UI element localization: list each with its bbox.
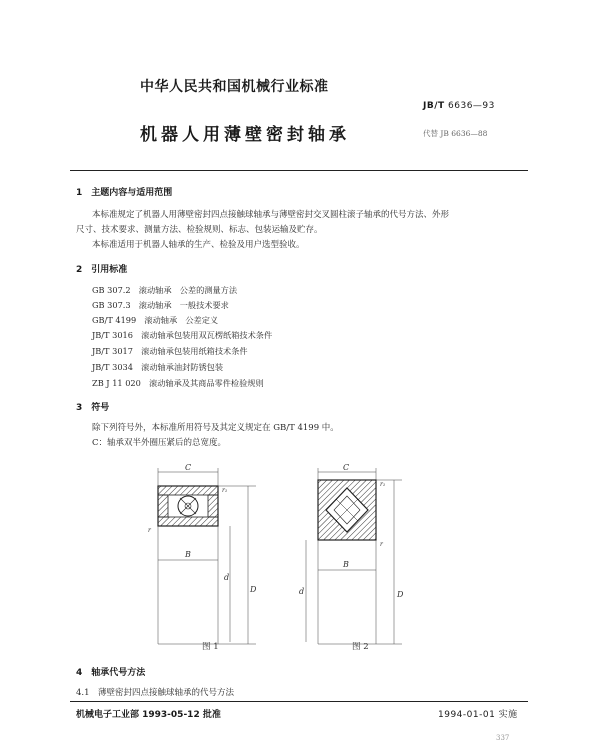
section-4-heading: 4 轴承代号方法 — [76, 668, 146, 678]
figure-2-label-r: r — [380, 541, 383, 548]
standard-number — [423, 101, 495, 111]
section-2-heading: 2 引用标准 — [76, 265, 128, 275]
section-3-para-1: 除下列符号外，本标准所用符号及其定义规定在 GB/T 4199 中。 — [92, 423, 339, 433]
header-divider — [70, 170, 528, 171]
reference-item: JB/T 3017 滚动轴承包装用纸箱技术条件 — [92, 346, 248, 356]
section-1-para-1-line-1: 本标准规定了机器人用薄壁密封四点接触球轴承与薄壁密封交叉圆柱滚子轴承的代号方法、外形 — [92, 210, 450, 220]
figure-2-drawing — [298, 452, 428, 652]
figure-1-label-r1: r₁ — [222, 487, 228, 494]
figure-1-label-r: r — [148, 527, 151, 534]
figure-1-drawing — [138, 452, 268, 652]
figure-1-caption: 图 1 — [202, 642, 219, 652]
approval-date: 机械电子工业部 1993-05-12 批准 — [76, 710, 221, 720]
figure-2-label-D: D — [397, 590, 404, 599]
section-1-heading: 1 主题内容与适用范围 — [76, 188, 173, 198]
section-3-heading: 3 符号 — [76, 403, 110, 413]
figure-2-label-C: C — [343, 463, 350, 472]
org-heading: 中华人民共和国机械行业标准 — [140, 79, 329, 95]
reference-item: JB/T 3016 滚动轴承包装用双瓦楞纸箱技术条件 — [92, 330, 273, 340]
effective-date: 1994-01-01 实施 — [438, 710, 518, 720]
standard-title: 机器人用薄壁密封轴承 — [140, 125, 350, 145]
figure-2-caption: 图 2 — [352, 642, 369, 652]
section-4-subheading: 4.1 薄壁密封四点接触球轴承的代号方法 — [76, 688, 235, 698]
page-number: 337 — [496, 734, 510, 742]
reference-item: GB/T 4199 滚动轴承 公差定义 — [92, 315, 219, 325]
figure-1-label-C: C — [185, 463, 192, 472]
reference-item: ZB J 11 020 滚动轴承及其商品零件检验规则 — [92, 378, 264, 388]
replaces-note: 代替 JB 6636—88 — [423, 129, 488, 138]
reference-item: GB 307.3 滚动轴承 一般技术要求 — [92, 300, 229, 310]
standard-prefix: JB/T — [423, 101, 445, 111]
figure-2-label-B: B — [343, 560, 349, 569]
standard-code: 6636—93 — [448, 101, 495, 111]
reference-item: GB 307.2 滚动轴承 公差的测量方法 — [92, 285, 238, 295]
figure-2-label-d: d — [299, 587, 305, 596]
section-1-para-1-line-2: 尺寸、技术要求、测量方法、检验规则、标志、包装运输及贮存。 — [76, 225, 323, 235]
reference-item: JB/T 3034 滚动轴承油封防锈包装 — [92, 362, 224, 372]
figure-1-label-B: B — [185, 550, 191, 559]
figure-1-label-d: d — [224, 573, 230, 582]
section-1-para-2: 本标准适用于机器人轴承的生产、检验及用户选型验收。 — [92, 240, 305, 250]
figure-2-label-r1: r₁ — [380, 481, 386, 488]
footer-divider — [70, 701, 528, 702]
section-3-para-2: C：轴承双半外圈压紧后的总宽度。 — [92, 438, 227, 448]
figure-1-label-D: D — [250, 585, 257, 594]
